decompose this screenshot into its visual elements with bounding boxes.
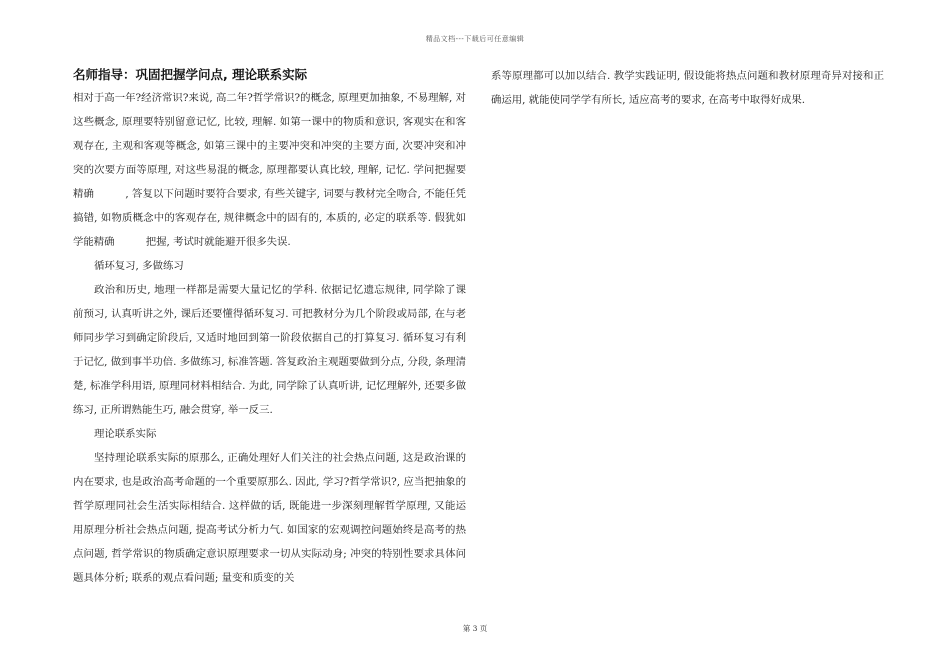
page-number: 第 3 页 — [462, 624, 488, 633]
left-column — [73, 64, 466, 590]
section-body-review: 政治和历史, 地理一样都是需要大量记忆的学科. 依据记忆遗忘规律, 同学除了课前预习, 认真听讲之外, 课后还要懂得循环复习. 可把教材分为几个阶段或局部, 在与老师同步学习到确定阶段后, 又适时地回到第一阶段依据自己的打算复习. 循环复习有利于记忆, 做到事半功倍. 多做练习, 标准答题. 答复政治主观题要做到分点, 分段, 条理清楚, 标准学科用语, 原理同材料相结合. 为此, 同学除了认真听讲, 记忆理解外, 还要多做练习, 正所谓熟能生巧, 融会贯穿, 举一反三. — [73, 284, 466, 416]
continuation-paragraph: 系等原理都可以加以结合. 教学实践证明, 假设能将热点问题和教材原理奇异对接和正确运用, 就能使同学学有所长, 适应高考的要求, 在高考中取得好成果. — [491, 70, 884, 106]
section-title-review: 循环复习, 多做练习 — [94, 260, 184, 272]
page-header: 精品文档---下载后可任意编辑 — [425, 35, 525, 43]
section-title-theory: 理论联系实际 — [94, 428, 157, 440]
intro-paragraph: 相对于高一年?经济常识?来说, 高二年?哲学常识?的概念, 原理更加抽象, 不易理解, 对这些概念, 原理要特别留意记忆, 比较, 理解. 如第一课中的物质和意识, 客观实在和客观存在, 主观和客观等概念, 如第三课中的主要冲突和冲突的主要方面, 次要冲突和冲突的次要方面等原理, 对这些易混的概念, 原理都要认真比较, 理解, 记忆. 学问把握要精确 , 答复以下问题时要符合要求, 有些关键字, 词要与教材完全吻合, 不能任凭搞错, 如物质概念中的客观存在, 规律概念中的固有的, 本质的, 必定的联系等. 假犹如学能精确 把握, 考试时就能避开很多失误. — [73, 92, 466, 248]
article-title: 名师指导：巩固把握学问点, 理论联系实际 — [73, 67, 308, 82]
section-body-theory: 坚持理论联系实际的原那么, 正确处理好人们关注的社会热点问题, 这是政治课的内在要求, 也是政治高考命题的一个重要原那么. 因此, 学习?哲学常识?, 应当把抽象的哲学原理同社会生活实际相结合. 这样做的话, 既能进一步深刻理解哲学原理, 又能运用原理分析社会热点问题, 提高考试分析力气. 如国家的宏观调控问题始终是高考的热点问题, 哲学常识的物质确定意识原理要求一切从实际动身; 冲突的特别性要求具体问题具体分析; 联系的观点看问题; 量变和质变的关 — [73, 452, 466, 584]
right-column — [491, 64, 884, 112]
